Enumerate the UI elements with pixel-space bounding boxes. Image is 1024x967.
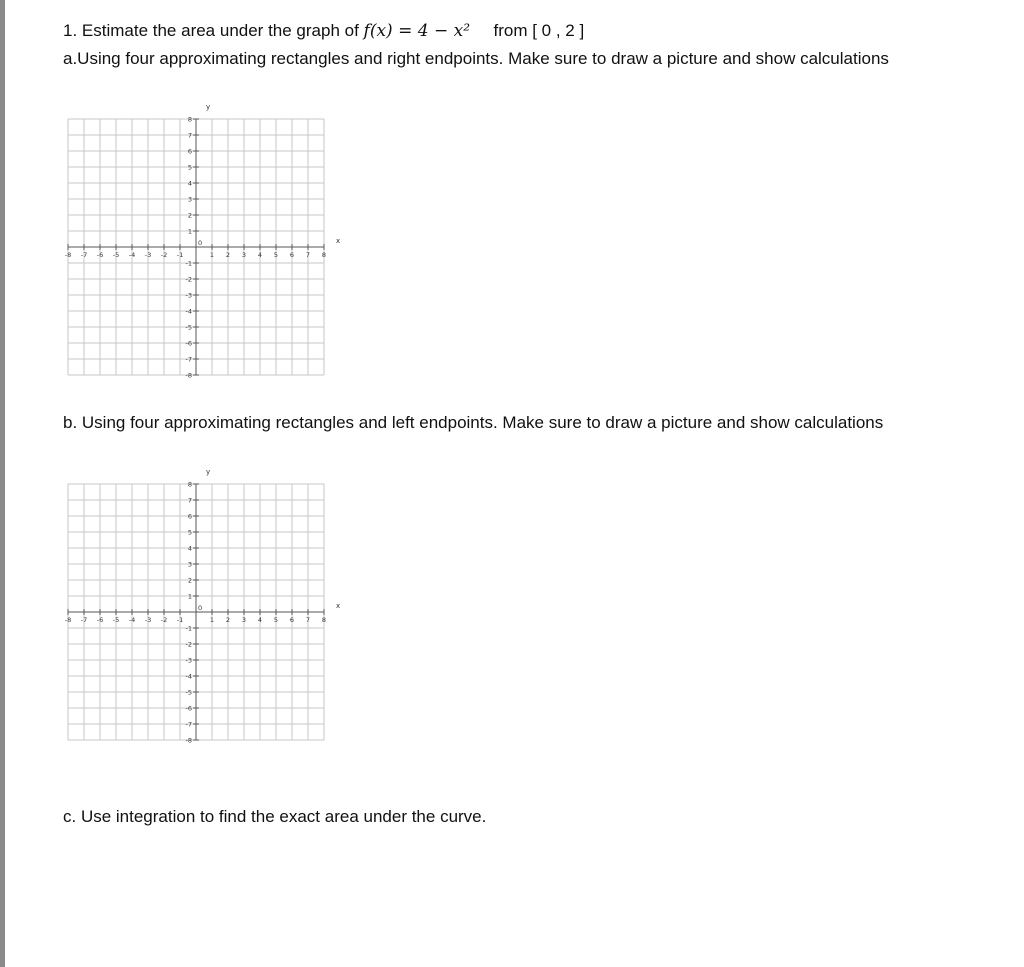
x-tick-label: -2 <box>160 616 168 624</box>
y-tick-label: 5 <box>187 163 192 172</box>
x-tick-label: -4 <box>128 616 136 624</box>
y-tick-label: -2 <box>185 275 192 284</box>
y-tick-label: 6 <box>187 147 192 156</box>
x-tick-label: -2 <box>160 251 168 259</box>
x-tick-label: -4 <box>128 251 136 259</box>
origin-label: 0 <box>198 604 203 612</box>
origin-label: 0 <box>198 239 203 247</box>
part-b-text: b. Using four approximating rectangles and left endpoints. Make sure to draw a picture and show calculations <box>63 413 884 432</box>
x-tick-label: 2 <box>225 616 231 624</box>
y-tick-label: 1 <box>187 592 192 601</box>
coordinate-grid-part-a <box>50 95 350 385</box>
page-left-border <box>0 0 5 967</box>
x-tick-label: 8 <box>321 616 327 624</box>
x-tick-label: -3 <box>144 616 152 624</box>
y-axis-label: y <box>206 103 211 111</box>
y-tick-label: -5 <box>185 688 192 697</box>
x-tick-label: 3 <box>241 251 247 259</box>
y-tick-label: 2 <box>187 211 192 220</box>
x-tick-label: 6 <box>289 251 295 259</box>
y-tick-label: 2 <box>187 576 192 585</box>
y-tick-label: 7 <box>187 131 192 140</box>
y-tick-label: -2 <box>185 640 192 649</box>
x-tick-label: 8 <box>321 251 327 259</box>
y-tick-label: 8 <box>187 115 192 124</box>
x-tick-label: -5 <box>112 616 120 624</box>
x-tick-label: 1 <box>209 616 215 624</box>
x-axis-label: x <box>336 237 341 245</box>
y-tick-label: -3 <box>185 656 192 665</box>
y-tick-label: 4 <box>187 544 192 553</box>
y-tick-label: 5 <box>187 528 192 537</box>
y-tick-label: -4 <box>185 672 192 681</box>
x-tick-label: 7 <box>305 616 311 624</box>
x-tick-label: -1 <box>176 616 184 624</box>
y-tick-label: 8 <box>187 480 192 489</box>
x-tick-label: -7 <box>80 251 88 259</box>
x-axis-label: x <box>336 602 341 610</box>
function-expression: f(x) = 4 − x² <box>363 21 471 41</box>
x-tick-label: -6 <box>96 616 104 624</box>
y-tick-label: 3 <box>187 560 192 569</box>
x-tick-label: -6 <box>96 251 104 259</box>
x-tick-label: -3 <box>144 251 152 259</box>
y-tick-label: 7 <box>187 496 192 505</box>
x-tick-label: -8 <box>64 616 72 624</box>
x-tick-label: 6 <box>289 616 295 624</box>
x-tick-label: -5 <box>112 251 120 259</box>
x-tick-label: -8 <box>64 251 72 259</box>
question-1-text <box>63 20 584 42</box>
y-tick-label: -5 <box>185 323 192 332</box>
y-tick-label: 3 <box>187 195 192 204</box>
x-tick-label: 1 <box>209 251 215 259</box>
x-tick-label: 5 <box>273 616 279 624</box>
interval-text: from [ 0 , 2 ] <box>493 21 585 40</box>
x-tick-label: 3 <box>241 616 247 624</box>
y-tick-label: -7 <box>185 720 192 729</box>
y-tick-label: -1 <box>185 259 192 268</box>
y-tick-label: -1 <box>185 624 192 633</box>
x-tick-label: 5 <box>273 251 279 259</box>
y-tick-label: -3 <box>185 291 192 300</box>
part-c-text: c. Use integration to find the exact area under the curve. <box>63 807 487 826</box>
y-tick-label: 6 <box>187 512 192 521</box>
x-tick-label: -7 <box>80 616 88 624</box>
part-a-text: a.Using four approximating rectangles and right endpoints. Make sure to draw a picture and show calculations <box>63 49 889 68</box>
y-tick-label: -4 <box>185 307 192 316</box>
y-axis-label: y <box>206 468 211 476</box>
coordinate-grid-part-b <box>50 460 350 750</box>
y-tick-label: -6 <box>185 704 192 713</box>
y-tick-label: 4 <box>187 179 192 188</box>
x-tick-label: 4 <box>257 616 263 624</box>
x-tick-label: 4 <box>257 251 263 259</box>
y-tick-label: -7 <box>185 355 192 364</box>
y-tick-label: -8 <box>185 371 192 380</box>
x-tick-label: 7 <box>305 251 311 259</box>
y-tick-label: 1 <box>187 227 192 236</box>
y-tick-label: -6 <box>185 339 192 348</box>
x-tick-label: 2 <box>225 251 231 259</box>
question-1-intro: 1. Estimate the area under the graph of <box>63 21 359 40</box>
x-tick-label: -1 <box>176 251 184 259</box>
y-tick-label: -8 <box>185 736 192 745</box>
